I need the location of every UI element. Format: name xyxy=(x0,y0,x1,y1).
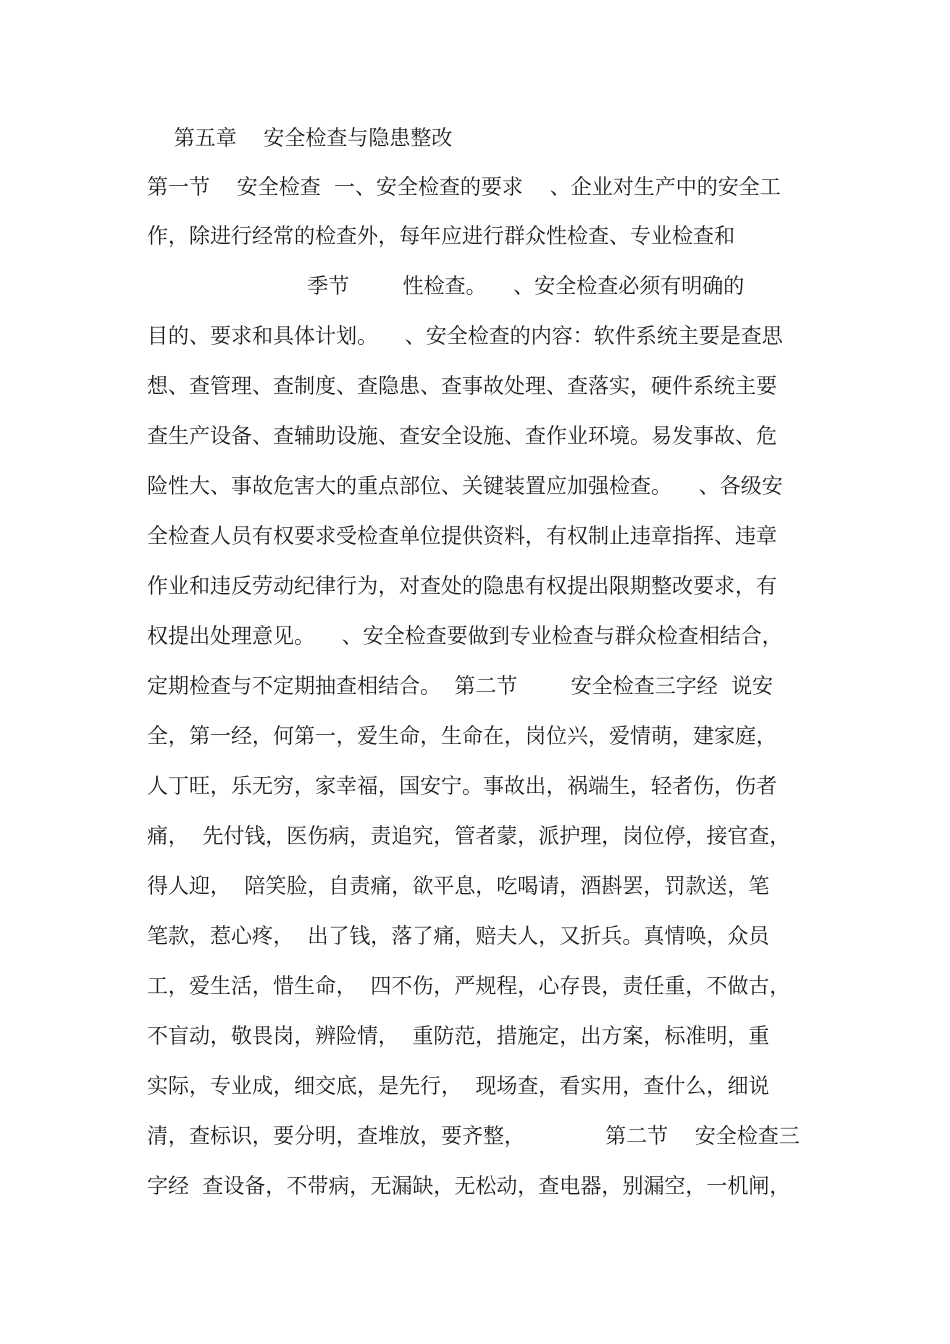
text-line: 定期检查与不定期抽查相结合。 第二节 安全检查三字经 说安 xyxy=(147,674,774,698)
text-line: 作，除进行经常的检查外，每年应进行群众性检查、专业检查和 xyxy=(147,224,735,248)
text-line: 目的、要求和具体计划。 、安全检查的内容：软件系统主要是查思 xyxy=(147,324,783,348)
text-line: 第一节 安全检查 一、安全检查的要求 、企业对生产中的安全工 xyxy=(147,175,781,199)
text-line: 清，查标识，要分明，查堆放，要齐整， 第二节 安全检查三 xyxy=(147,1124,800,1148)
text-line: 痛， 先付钱，医伤病，责追究，管者蒙，派护理，岗位停，接官查， xyxy=(147,824,791,848)
text-line: 作业和违反劳动纪律行为，对查处的隐患有权提出限期整改要求，有 xyxy=(147,574,777,598)
text-line: 工，爱生活，惜生命， 四不伤，严规程，心存畏，责任重，不做古， xyxy=(147,974,791,998)
text-line: 实际，专业成，细交底，是先行， 现场查，看实用，查什么，细说 xyxy=(147,1074,770,1098)
text-line: 全检查人员有权要求受检查单位提供资料，有权制止违章指挥、违章 xyxy=(147,524,777,548)
chapter-title: 第五章 安全检查与隐患整改 xyxy=(147,126,453,150)
text-line: 查生产设备、查辅助设施、查安全设施、查作业环境。易发事故、危 xyxy=(147,424,777,448)
text-line: 想、查管理、查制度、查隐患、查事故处理、查落实，硬件系统主要 xyxy=(147,374,777,398)
text-line: 人丁旺，乐无穷，家幸福，国安宁。事故出，祸端生，轻者伤，伤者 xyxy=(147,774,777,798)
text-line: 不盲动，敬畏岗，辨险情， 重防范，措施定，出方案，标准明，重 xyxy=(147,1024,770,1048)
text-line: 险性大、事故危害大的重点部位、关键装置应加强检查。 、各级安 xyxy=(147,474,783,498)
text-line: 得人迎， 陪笑脸，自责痛，欲平息，吃喝请，酒斟罢，罚款送，笔 xyxy=(147,874,770,898)
text-line: 权提出处理意见。 、安全检查要做到专业检查与群众检查相结合， xyxy=(147,624,783,648)
text-line: 全，第一经，何第一，爱生命，生命在，岗位兴，爱情萌，建家庭， xyxy=(147,724,777,748)
text-line: 字经 查设备，不带病，无漏缺，无松动，查电器，别漏空，一机闸， xyxy=(147,1174,791,1198)
text-line: 季节 性检查。 、安全检查必须有明确的 xyxy=(147,274,745,298)
text-line: 笔款，惹心疼， 出了钱，落了痛，赔夫人，又折兵。真情唤，众员 xyxy=(147,924,770,948)
